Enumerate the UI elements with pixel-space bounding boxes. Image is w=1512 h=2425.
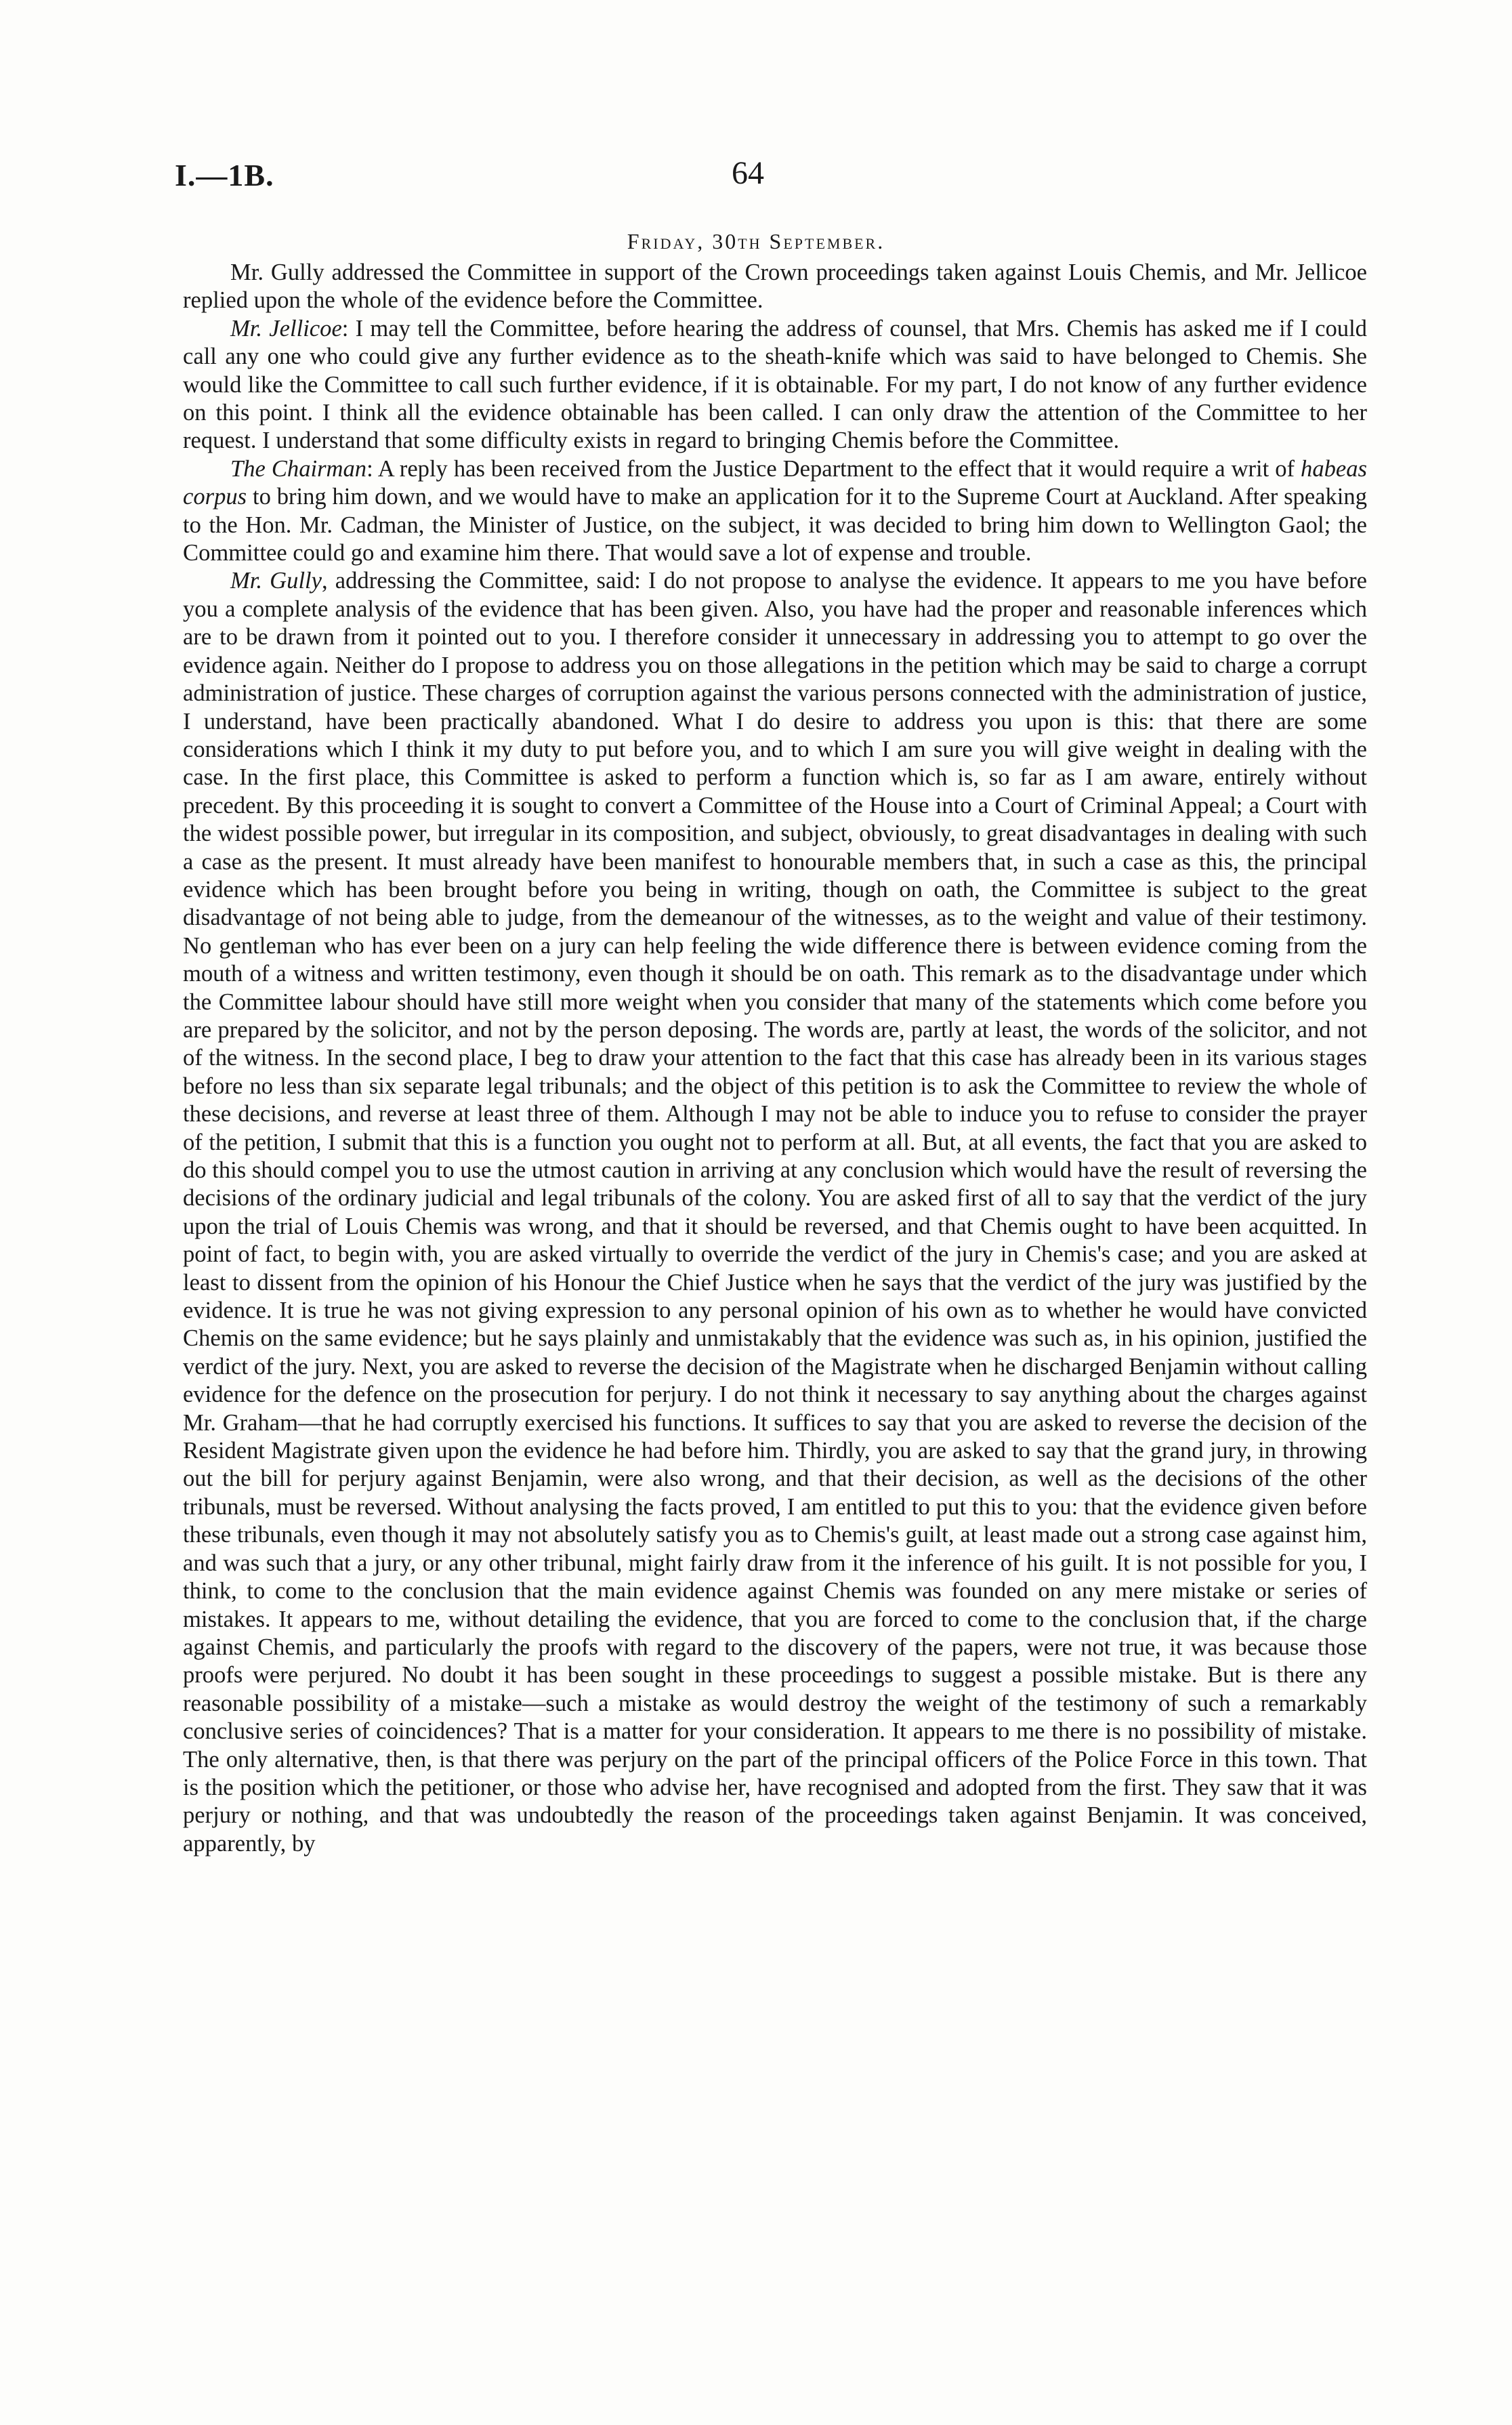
latin-term: habeas corpus [183, 455, 1367, 510]
speaker-name: Mr. Jellicoe [230, 315, 342, 341]
paragraph-jellicoe-statement [183, 315, 1367, 455]
body-text [183, 259, 1367, 1858]
paragraph-text-continued: to bring him down, and we would have to make an application for it to the Supreme Court at Auckland. After speaking to the Hon. Mr. Cadman, the Minister of Justice, on the subject, it was decided to bring him down to Wellington Gaol; the Committee could go and examine him there. That would save a lot of expense and trouble. [183, 484, 1367, 566]
paragraph-text: addressing the Committee, said: I do not propose to analyse the evidence. It appears to me you have before you a complete analysis of the evidence that has been given. Also, you have had the proper and reasonable inferences which are to be drawn from it pointed out to you. I therefore consider it unnecessary in addressing you to attempt to go over the evidence again. Neither do I propose to address you on those allegations in the petition which may be said to charge a corrupt administration of justice. These charges of corruption against the various persons connected with the administration of justice, I understand, have been practically abandoned. What I do desire to address you upon is this: that there are some considerations which I think it my duty to put before you, and to which I am sure you will give weight in dealing with the case. In the first place, this Committee is asked to perform a function which is, so far as I am aware, entirely without precedent. By this proceeding it is sought to convert a Committee of the House into a Court of Criminal Appeal; a Court with the widest possible power, but irregular in its composition, and subject, obviously, to great disadvantages in dealing with such a case as the present. It must already have been manifest to honourable members that, in such a case as this, the principal evidence which has been brought before you being in writing, though on oath, the Committee is subject to the great disadvantage of not being able to judge, from the demeanour of the witnesses, as to the weight and value of their testimony. No gentleman who has ever been on a jury can help feeling the wide difference there is between evidence coming from the mouth of a witness and written testimony, even though it should be on oath. This remark as to the disadvantage under which the Committee labour should have still more weight when you consider that many of the statements which come before you are prepared by the solicitor, and not by the person deposing. The words are, partly at least, the words of the solicitor, and not of the witness. In the second place, I beg to draw your attention to the fact that this case has already been in its various stages before no less than six separate legal tribunals; and the object of this petition is to ask the Committee to review the whole of these decisions, and reverse at least three of them. Although I may not be able to induce you to refuse to consider the prayer of the petition, I submit that this is a function you ought not to perform at all. But, at all events, the fact that you are asked to do this should compel you to use the utmost caution in arriving at any conclusion which would have the result of reversing the decisions of the ordinary judicial and legal tribunals of the colony. You are asked first of all to say that the verdict of the jury upon the trial of Louis Chemis was wrong, and that it should be reversed, and that Chemis ought to have been acquitted. In point of fact, to begin with, you are asked virtually to override the verdict of the jury in Chemis's case; and you are asked at least to dissent from the opinion of his Honour the Chief Justice when he says that the verdict of the jury was justified by the evidence. It is true he was not giving expression to any personal opinion of his own as to whether he would have convicted Chemis on the same evidence; but he says plainly and unmistakably that the evidence was such as, in his opinion, justified the verdict of the jury. Next, you are asked to reverse the decision of the Magistrate when he discharged Benjamin without calling evidence for the defence on the prosecution for perjury. I do not think it necessary to say anything about the charges against Mr. Graham—that he had corruptly exercised his functions. It suffices to say that you are asked to reverse the decision of the Resident Magistrate given upon the evidence he had before him. Thirdly, you are asked to say that the grand jury, in throwing out the bill for perjury against Benjamin, were also wrong, and that their decision, as well as the decisions of the other tribunals, must be reversed. Without analysing the facts proved, I am entitled to put this to you: that the evidence given before these tribunals, even though it may not absolutely satisfy you as to Chemis's guilt, at least made out a strong case against him, and was such that a jury, or any other tribunal, might fairly draw from it the inference of his guilt. It is not possible for you, I think, to come to the conclusion that the main evidence against Chemis was founded on any mere mistake or series of mistakes. It appears to me, without detailing the evidence, that you are forced to come to the conclusion that, if the charge against Chemis, and particularly the proofs with regard to the discovery of the papers, were not true, it was because those proofs were perjured. No doubt it has been sought in these proceedings to suggest a possible mistake. But is there any reasonable possibility of a mistake—such a mistake as would destroy the weight of the testimony of such a remarkably conclusive series of coincidences? That is a matter for your consideration. It appears to me there is no possibility of mistake. The only alternative, then, is that there was perjury on the part of the principal officers of the Police Force in this town. That is the position which the petitioner, or those who advise her, have recognised and adopted from the first. They saw that it was perjury or nothing, and that was undoubtedly the reason of the proceedings taken against Benjamin. It was conceived, apparently, by [183, 568, 1367, 1857]
paragraph-gully-address [183, 567, 1367, 1858]
speaker-separator: , [322, 568, 335, 594]
speaker-separator: : [366, 455, 378, 482]
speaker-name: The Chairman [230, 455, 367, 482]
speaker-separator: : [341, 315, 356, 341]
paragraph-text: A reply has been received from the Justice Department to the effect that it would require a writ of [377, 455, 1301, 482]
paragraph-text: Mr. Gully addressed the Committee in support of the Crown proceedings taken against Louis Chemis, and Mr. Jellicoe replied upon the whole of the evidence before the Committee. [183, 260, 1367, 314]
document-reference: I.—1B. [175, 158, 274, 192]
date-heading: Friday, 30th September. [627, 229, 885, 253]
speaker-name: Mr. Gully [230, 568, 322, 594]
paragraph-text: I may tell the Committee, before hearing the address of counsel, that Mrs. Chemis has asked me if I could call any one who could give any further evidence as to the sheath-knife which was said to have belonged to Chemis. She would like the Committee to call such further evidence, if it is obtainable. For my part, I do not know of any further evidence on this point. I think all the evidence obtainable has been called. I can only draw the attention of the Committee to her request. I understand that some difficulty exists in regard to bringing Chemis before the Committee. [183, 315, 1367, 454]
paragraph-chairman-statement [183, 455, 1367, 568]
page-number: 64 [732, 155, 764, 191]
paragraph-proceedings-summary [183, 259, 1367, 315]
